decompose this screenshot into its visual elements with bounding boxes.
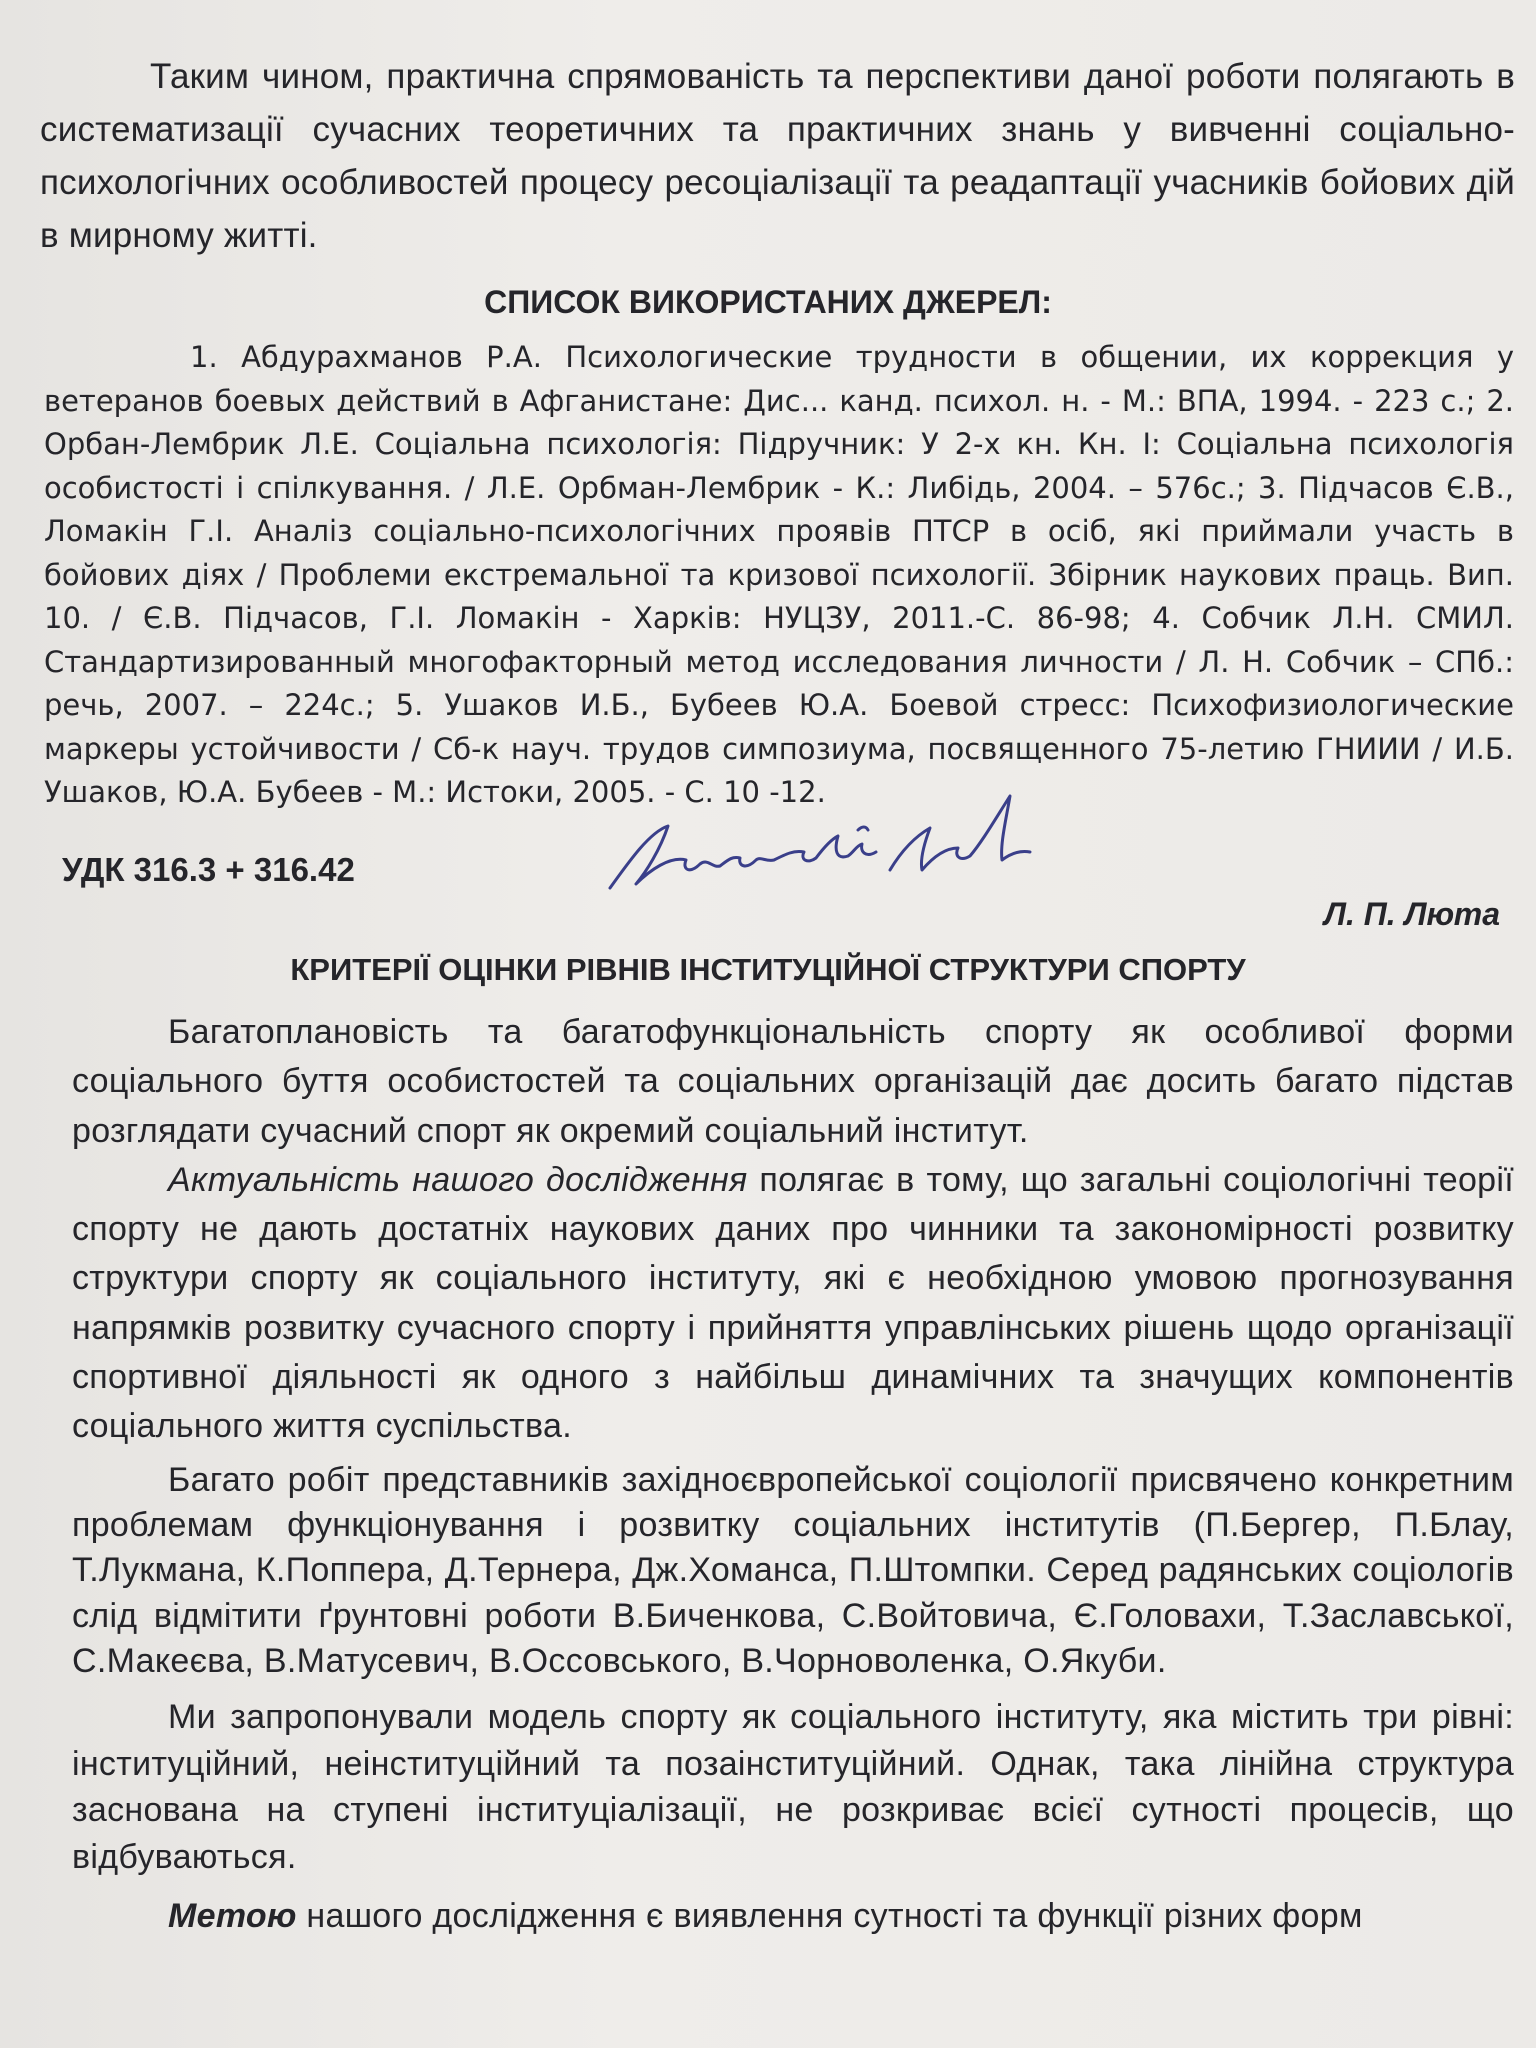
body-text: полягає в тому, що загальні соціологічні теорії спорту не дають достатніх наукових даних про чинники та закономірності розвитку структури спорту як соціального інституту, які є необхідною умовою прогнозування напрямків розвитку сучасного спорту і прийняття управлінських рішень щодо організації спортивної діяльності як одного з найбільш динамічних та значущих компонентів соціального життя суспільства. <box>72 1160 1514 1446</box>
article-body <box>72 1008 1514 1941</box>
intro-paragraph: Таким чином, практична спрямованість та перспективи даної роботи полягають в систематизації сучасних теоретичних та практичних знань у вивченні соціально-психологічних особливостей процесу ресоціалізації та реадаптації учасників бойових дій в мирному житті. <box>40 57 1515 255</box>
body-paragraph: Багато робіт представників західноєвропейської соціології присвячено конкретним проблемам функціонування і розвитку соціальних інститутів (П.Бергер, П.Блау, Т.Лукмана, К.Поппера, Д.Тернера, Дж.Хоманса, П.Штомпки. Серед радянських соціологів слід відмітити ґрунтовні роботи В.Биченкова, С.Войтовича, Є.Головахи, Т.Заславської, С.Макеєва, В.Матусевич, В.Оссовського, В.Чорноволенка, О.Якуби. <box>72 1460 1514 1680</box>
author-name: Л. П. Люта <box>1323 896 1500 932</box>
body-text: нашого дослідження є виявлення сутності та функції різних форм <box>296 1897 1363 1936</box>
handwritten-signature <box>590 760 1090 920</box>
article-title: КРИТЕРІЇ ОЦІНКИ РІВНІВ ІНСТИТУЦІЙНОЇ СТРУКТУРИ СПОРТУ <box>290 952 1246 987</box>
references-list: 1. Абдурахманов Р.А. Психологические трудности в общении, их коррекция у ветеранов боевых действий в Афганистане: Дис... канд. психол. н. - М.: ВПА, 1994. - 223 с.; 2. Орбан-Лембрик Л.Е. Соціальна психологія: Підручник: У 2-х кн. Кн. І: Соціальна психологія особистості і спілкування. / Л.Е. Орбман-Лембрик - К.: Либідь, 2004. – 576с.; 3. Підчасов Є.В., Ломакін Г.І. Аналіз соціально-психологічних проявів ПТСР в осіб, які приймали участь в бойових діях / Проблеми екстремальної та кризової психології. Збірник наукових праць. Вип. 10. / Є.В. Підчасов, Г.І. Ломакін - Харків: НУЦЗУ, 2011.-С. 86-98; 4. Собчик Л.Н. СМИЛ. Стандартизированный многофакторный метод исследования личности / Л. Н. Собчик – СПб.: речь, 2007. – 224с.; 5. Ушаков И.Б., Бубеев Ю.А. Боевой стресс: Психофизиологические маркеры устойчивости / Сб-к науч. трудов симпозиума, посвященного 75-летию ГНИИИ / И.Б. Ушаков, Ю.А. Бубеев - М.: Истоки, 2005. - С. 10 -12. <box>44 340 1514 809</box>
references-heading: СПИСОК ВИКОРИСТАНИХ ДЖЕРЕЛ: <box>484 284 1052 320</box>
body-paragraph <box>72 1156 1514 1452</box>
signature-icon <box>590 760 1090 920</box>
emphasis-text: Актуальність нашого дослідження <box>168 1160 748 1199</box>
body-paragraph: Багатоплановість та багатофункціональність спорту як особливої форми соціального буття особистостей та соціальних організацій дає досить багато підстав розглядати сучасний спорт як окремий соціальний інститут. <box>72 1013 1514 1150</box>
udk-code: УДК 316.3 + 316.42 <box>62 851 355 888</box>
body-paragraph <box>72 1892 1514 1941</box>
body-paragraph: Ми запропонували модель спорту як соціального інституту, яка містить три рівні: інституційний, неінституційний та позаінституційний. Однак, така лінійна структура заснована на ступені інституціалізації, не розкриває всієї сутності процесів, що відбуваються. <box>72 1698 1514 1876</box>
emphasis-text: Метою <box>168 1897 297 1936</box>
